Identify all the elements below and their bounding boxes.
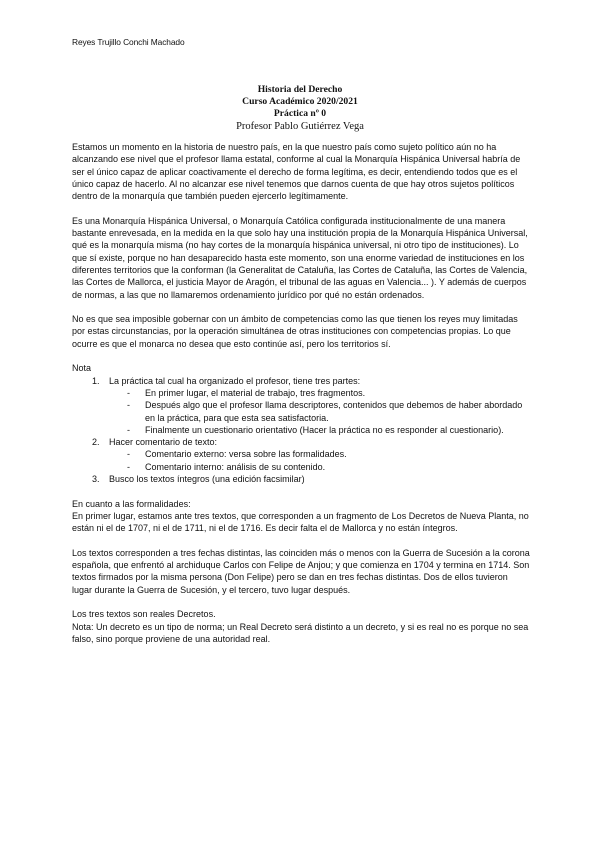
nota-section	[72, 362, 530, 485]
formalidades-title: En cuanto a las formalidades:	[72, 498, 191, 509]
author-names: Reyes Trujillo Conchi Machado	[72, 37, 185, 47]
sub-list-item	[109, 387, 530, 399]
document-header	[0, 84, 600, 134]
sub-list-item	[109, 448, 530, 460]
list-item	[72, 436, 530, 473]
decretos-line-2: Nota: Un decreto es un tipo de norma; un Real Decreto será distinto a un decreto, y si es real no es porque no sea falso, sino porque proviene de una autoridad real.	[72, 621, 529, 644]
paragraph-2: Es una Monarquía Hispánica Universal, o Monarquía Católica configurada institucionalmente de una manera bastante enrevesada, en la medida en la que solo hay una institución propia de la Monarquía Hispánica Universal, qué es la monarquía misma (no hay cortes de la monarquía hispánica universal, ni otro tipo de instituciones). Lo que sí existe, porque no han desaparecido hasta este momento, son una enorme variedad de instituciones en los diferentes territorios que la conforman (la Generalitat de Cataluña, las Cortes de Cataluña, las Cortes de Valencia, las Cortes de Mallorca, el justicia Mayor de Aragón, el tribunal de las aguas en Valencia... ). Y además de cuerpos de normas, a las que no llamaremos ordenamiento jurídico por qué no están ordenados.	[72, 215, 528, 300]
list-number: 3.	[92, 474, 100, 485]
sub-item-text: Comentario interno: análisis de su contenido.	[145, 461, 326, 472]
sub-item-text: Después algo que el profesor llama descriptores, contenidos que debemos de haber abordado en la práctica, para que esta sea satisfactoria.	[145, 400, 523, 423]
paragraph-3: No es que sea imposible gobernar con un ámbito de competencias como las que tienen los reyes muy limitadas por estas circunstancias, por la operación simultánea de otras instituciones con competencias propias. Lo que ocurre es que el monarca no desea que esto continúe así, pero los territorios sí.	[72, 314, 518, 349]
sub-list-item	[109, 461, 530, 473]
dash-bullet: -	[127, 387, 130, 398]
nota-list	[72, 375, 530, 486]
sub-list-item	[109, 399, 530, 424]
course-subject: Historia del Derecho	[257, 84, 343, 95]
list-item	[72, 375, 530, 436]
list-number: 2.	[92, 437, 100, 448]
nota-title: Nota	[72, 363, 92, 374]
paragraph-1: Estamos un momento en la historia de nuestro país, en la que nuestro país como sujeto político aún no ha alcanzando ese nivel que el profesor llama estatal, conforme al cual la Monarquía Hispánica Universal habría de ser el único capaz de aplicar coactivamente el derecho de forma legítima, es decir, entendiendo todos que es el único capaz de hacerlo. Al no alcanzar ese nivel tenemos que darnos cuenta de que hay otros sujetos políticos dentro de la monarquía que también pueden ejercerlo legítimamente.	[72, 142, 521, 202]
list-item-text: La práctica tal cual ha organizado el profesor, tiene tres partes:	[109, 375, 361, 386]
sub-list	[109, 448, 530, 473]
formalidades-text: En primer lugar, estamos ante tres textos, que corresponden a un fragmento de Los Decretos de Nueva Planta, no están ni el de 1707, ni el de 1711, ni el de 1716. Es decir falta el de Mallorca y no están íntegros.	[72, 510, 529, 534]
professor-name: Profesor Pablo Gutiérrez Vega	[236, 121, 364, 132]
practice-number: Práctica nº 0	[273, 108, 327, 119]
list-item	[72, 473, 530, 485]
sub-item-text: Finalmente un cuestionario orientativo (Hacer la práctica no es responder al cuestionario).	[145, 424, 504, 435]
decretos-line-1: Los tres textos son reales Decretos.	[72, 609, 216, 620]
dash-bullet: -	[127, 449, 130, 460]
list-item-text: Busco los textos íntegros (una edición facsimilar)	[109, 474, 305, 485]
sub-list	[109, 387, 530, 436]
spacer	[72, 485, 530, 497]
sub-item-text: Comentario externo: versa sobre las formalidades.	[145, 449, 347, 460]
sub-list-item	[109, 424, 530, 436]
sub-item-text: En primer lugar, el material de trabajo, tres fragmentos.	[145, 387, 366, 398]
paragraph-fechas: Los textos corresponden a tres fechas distintas, las coinciden más o menos con la Guerra de Sucesión a la corona española, que enfrentó al archiduque Carlos con Felipe de Anjou; y que comienza en 1704 y termina en 1714. Son textos firmados por la misma persona (Don Felipe) pero se dan en tres fechas distintas. Dos de ellos tuvieron lugar durante la Guerra de Sucesión, y el tercero, tuvo lugar después.	[72, 547, 530, 595]
academic-year: Curso Académico 2020/2021	[242, 96, 358, 107]
list-item-text: Hacer comentario de texto:	[109, 437, 218, 448]
document-body	[72, 141, 530, 645]
list-number: 1.	[92, 375, 100, 386]
dash-bullet: -	[127, 424, 130, 435]
dash-bullet: -	[127, 461, 130, 472]
dash-bullet: -	[127, 400, 130, 411]
